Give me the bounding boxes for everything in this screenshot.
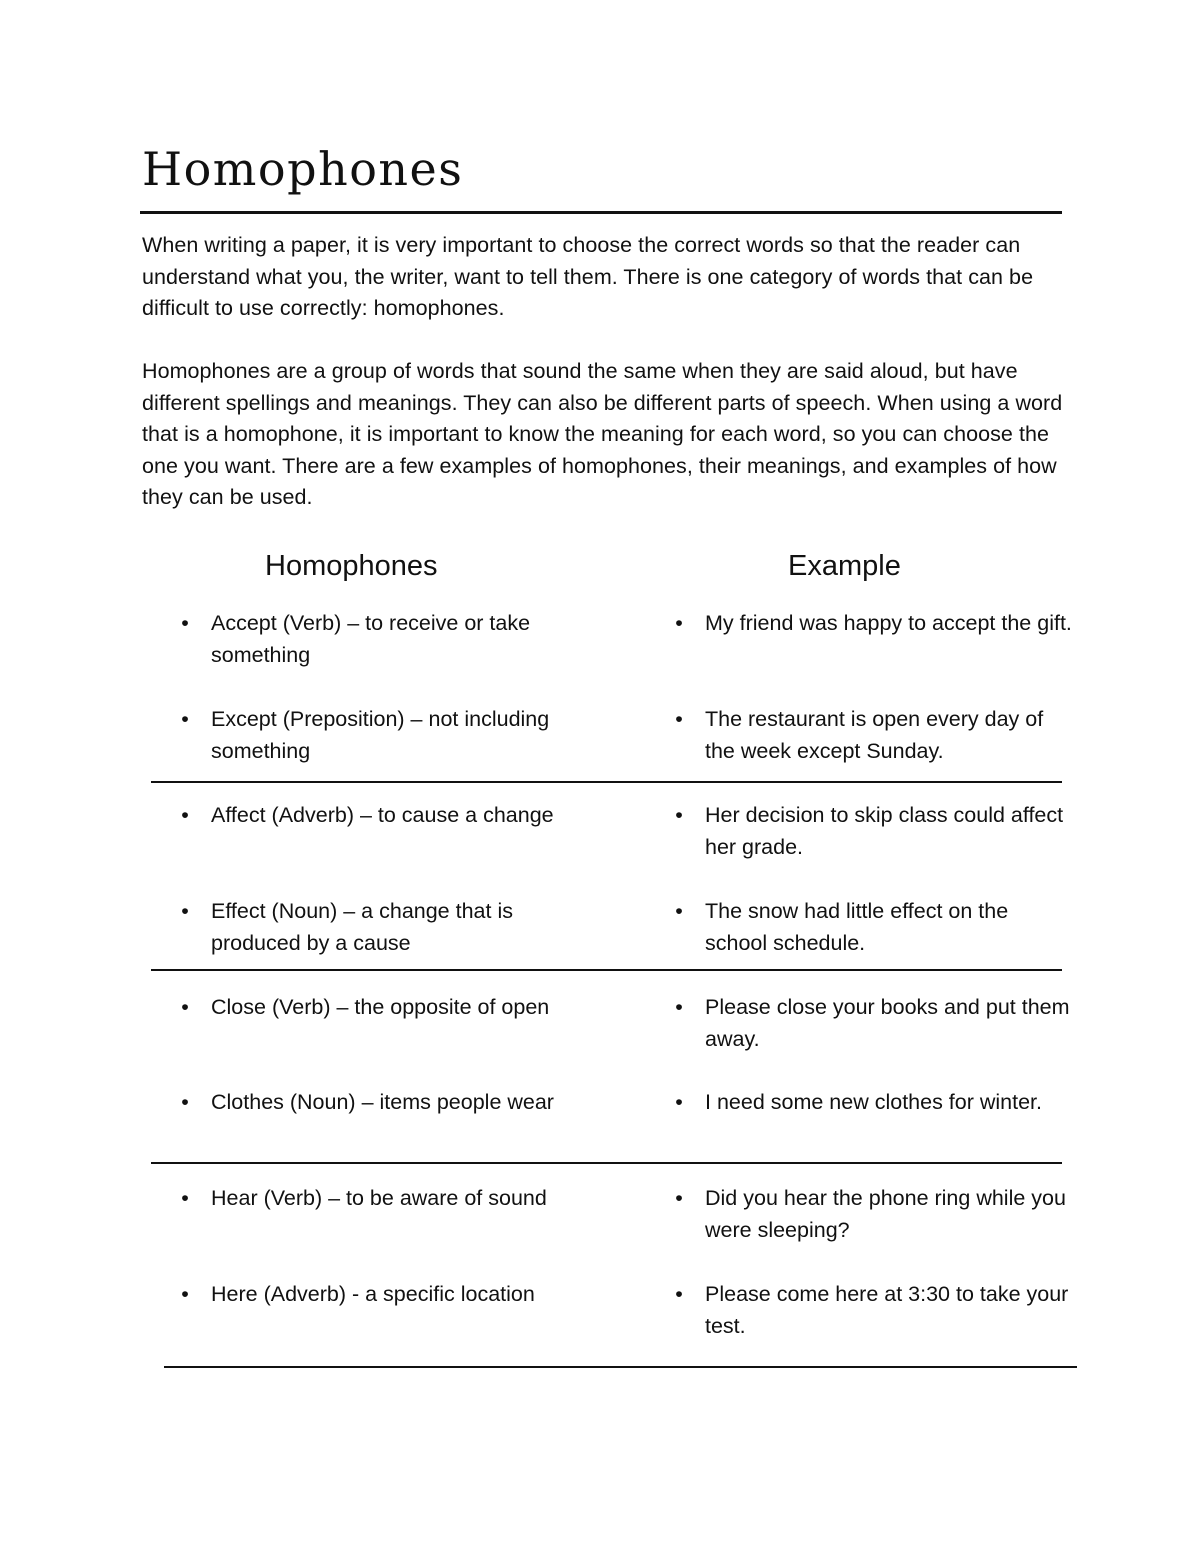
bullet-icon: • <box>181 995 189 1019</box>
homophone-term-effect <box>181 896 571 959</box>
table-bottom-rule <box>164 1366 1077 1368</box>
example-sentence-here <box>675 1279 1075 1342</box>
homophone-term-here <box>181 1279 571 1311</box>
homophone-term-hear <box>181 1183 571 1215</box>
example-sentence-affect <box>675 800 1075 863</box>
bullet-icon: • <box>181 1282 189 1306</box>
bullet-icon: • <box>675 1282 683 1306</box>
term-text: Except (Preposition) – not including something <box>211 707 550 763</box>
homophone-term-except <box>181 704 571 767</box>
term-text: Clothes (Noun) – items people wear <box>211 1090 554 1114</box>
column-header-example: Example <box>788 550 901 582</box>
term-text: Hear (Verb) – to be aware of sound <box>211 1186 547 1210</box>
example-text: My friend was happy to accept the gift. <box>705 611 1072 635</box>
term-text: Affect (Adverb) – to cause a change <box>211 803 554 827</box>
intro-paragraph: When writing a paper, it is very important to choose the correct words so that the reader can understand what you, the writer, want to tell them. There is one category of words that can be difficult to use correctly: homophones. <box>142 233 1034 320</box>
page-title: Homophones <box>142 142 464 196</box>
bullet-icon: • <box>675 611 683 635</box>
example-text: Her decision to skip class could affect her grade. <box>705 803 1064 859</box>
bullet-icon: • <box>181 707 189 731</box>
example-text: The restaurant is open every day of the week except Sunday. <box>705 707 1044 763</box>
term-text: Accept (Verb) – to receive or take something <box>211 611 531 667</box>
column-header-homophones: Homophones <box>265 550 438 582</box>
homophone-term-accept <box>181 608 571 671</box>
definition-paragraph: Homophones are a group of words that sound the same when they are said aloud, but have different spellings and meanings. They can also be different parts of speech. When using a word that is a homophone, it is important to know the meaning for each word, so you can choose the one you want. There are a few examples of homophones, their meanings, and examples of how they can be used. <box>142 359 1063 509</box>
example-text: I need some new clothes for winter. <box>705 1090 1043 1114</box>
bullet-icon: • <box>181 1090 189 1114</box>
bullet-icon: • <box>675 1090 683 1114</box>
group-divider-rule <box>151 969 1062 971</box>
example-sentence-except <box>675 704 1075 767</box>
homophone-term-clothes <box>181 1087 571 1119</box>
example-sentence-effect <box>675 896 1075 959</box>
bullet-icon: • <box>675 803 683 827</box>
bullet-icon: • <box>675 899 683 923</box>
homophone-term-close <box>181 992 571 1024</box>
bullet-icon: • <box>181 803 189 827</box>
example-sentence-hear <box>675 1183 1075 1246</box>
example-sentence-close <box>675 992 1075 1055</box>
title-underline-rule <box>140 211 1062 214</box>
bullet-icon: • <box>675 707 683 731</box>
term-text: Close (Verb) – the opposite of open <box>211 995 550 1019</box>
bullet-icon: • <box>181 1186 189 1210</box>
term-text: Here (Adverb) - a specific location <box>211 1282 535 1306</box>
bullet-icon: • <box>675 995 683 1019</box>
group-divider-rule <box>151 781 1062 783</box>
homophone-term-affect <box>181 800 571 832</box>
example-sentence-clothes <box>675 1087 1075 1119</box>
example-text: Please come here at 3:30 to take your test. <box>705 1282 1069 1338</box>
example-sentence-accept <box>675 608 1075 640</box>
example-text: Did you hear the phone ring while you were sleeping? <box>705 1186 1066 1242</box>
term-text: Effect (Noun) – a change that is produced by a cause <box>211 899 513 955</box>
bullet-icon: • <box>181 611 189 635</box>
example-text: Please close your books and put them away. <box>705 995 1070 1051</box>
bullet-icon: • <box>675 1186 683 1210</box>
group-divider-rule <box>151 1162 1062 1164</box>
example-text: The snow had little effect on the school schedule. <box>705 899 1009 955</box>
bullet-icon: • <box>181 899 189 923</box>
